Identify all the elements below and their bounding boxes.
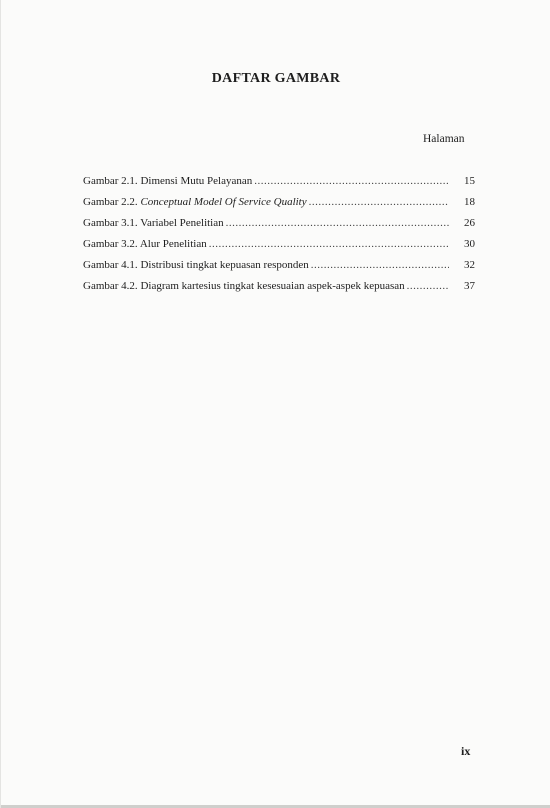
entry-page: 26 [464,217,475,229]
list-item [83,280,475,301]
dot-leader [226,217,449,229]
dot-leader [311,259,449,271]
list-item [83,196,475,217]
entry-label: Dimensi Mutu Pelayanan [140,175,253,187]
entry-prefix: Gambar 4.2. [83,280,141,292]
entry-text [83,217,224,229]
list-item [83,259,475,280]
entry-prefix: Gambar 3.1. [83,217,141,229]
list-item [83,175,475,196]
page-title: DAFTAR GAMBAR [211,71,341,86]
entry-text [83,259,309,271]
page-number: ix [461,744,471,758]
entry-page: 32 [464,259,475,271]
entry-page: 37 [464,280,475,292]
entry-label: Alur Penelitian [139,238,207,250]
dot-leader [209,238,449,250]
dot-leader [254,175,449,187]
entry-text [83,280,405,292]
entry-page: 15 [464,175,475,187]
entry-page: 30 [464,238,475,250]
list-item [83,238,475,259]
entry-text [83,196,307,208]
entry-prefix: Gambar 2.2. [83,196,141,208]
entry-text [83,238,207,250]
entry-text [83,175,252,187]
entry-label: Variabel Penelitian [140,217,224,229]
entry-prefix: Gambar 2.1. [83,175,141,187]
dot-leader [407,280,449,292]
entry-label: Diagram kartesius tingkat kesesuaian aspek-aspek kepuasan [140,280,405,292]
figure-list [83,175,475,301]
entry-label-italic: Conceptual Model Of Service Quality [140,196,307,208]
entry-prefix: Gambar 4.1. [83,259,141,271]
list-item [83,217,475,238]
entry-prefix: Gambar 3.2. [83,238,140,250]
dot-leader [309,196,449,208]
entry-label: Distribusi tingkat kepuasan responden [140,259,309,271]
page-column-header: Halaman [423,133,465,145]
entry-page: 18 [464,196,475,208]
